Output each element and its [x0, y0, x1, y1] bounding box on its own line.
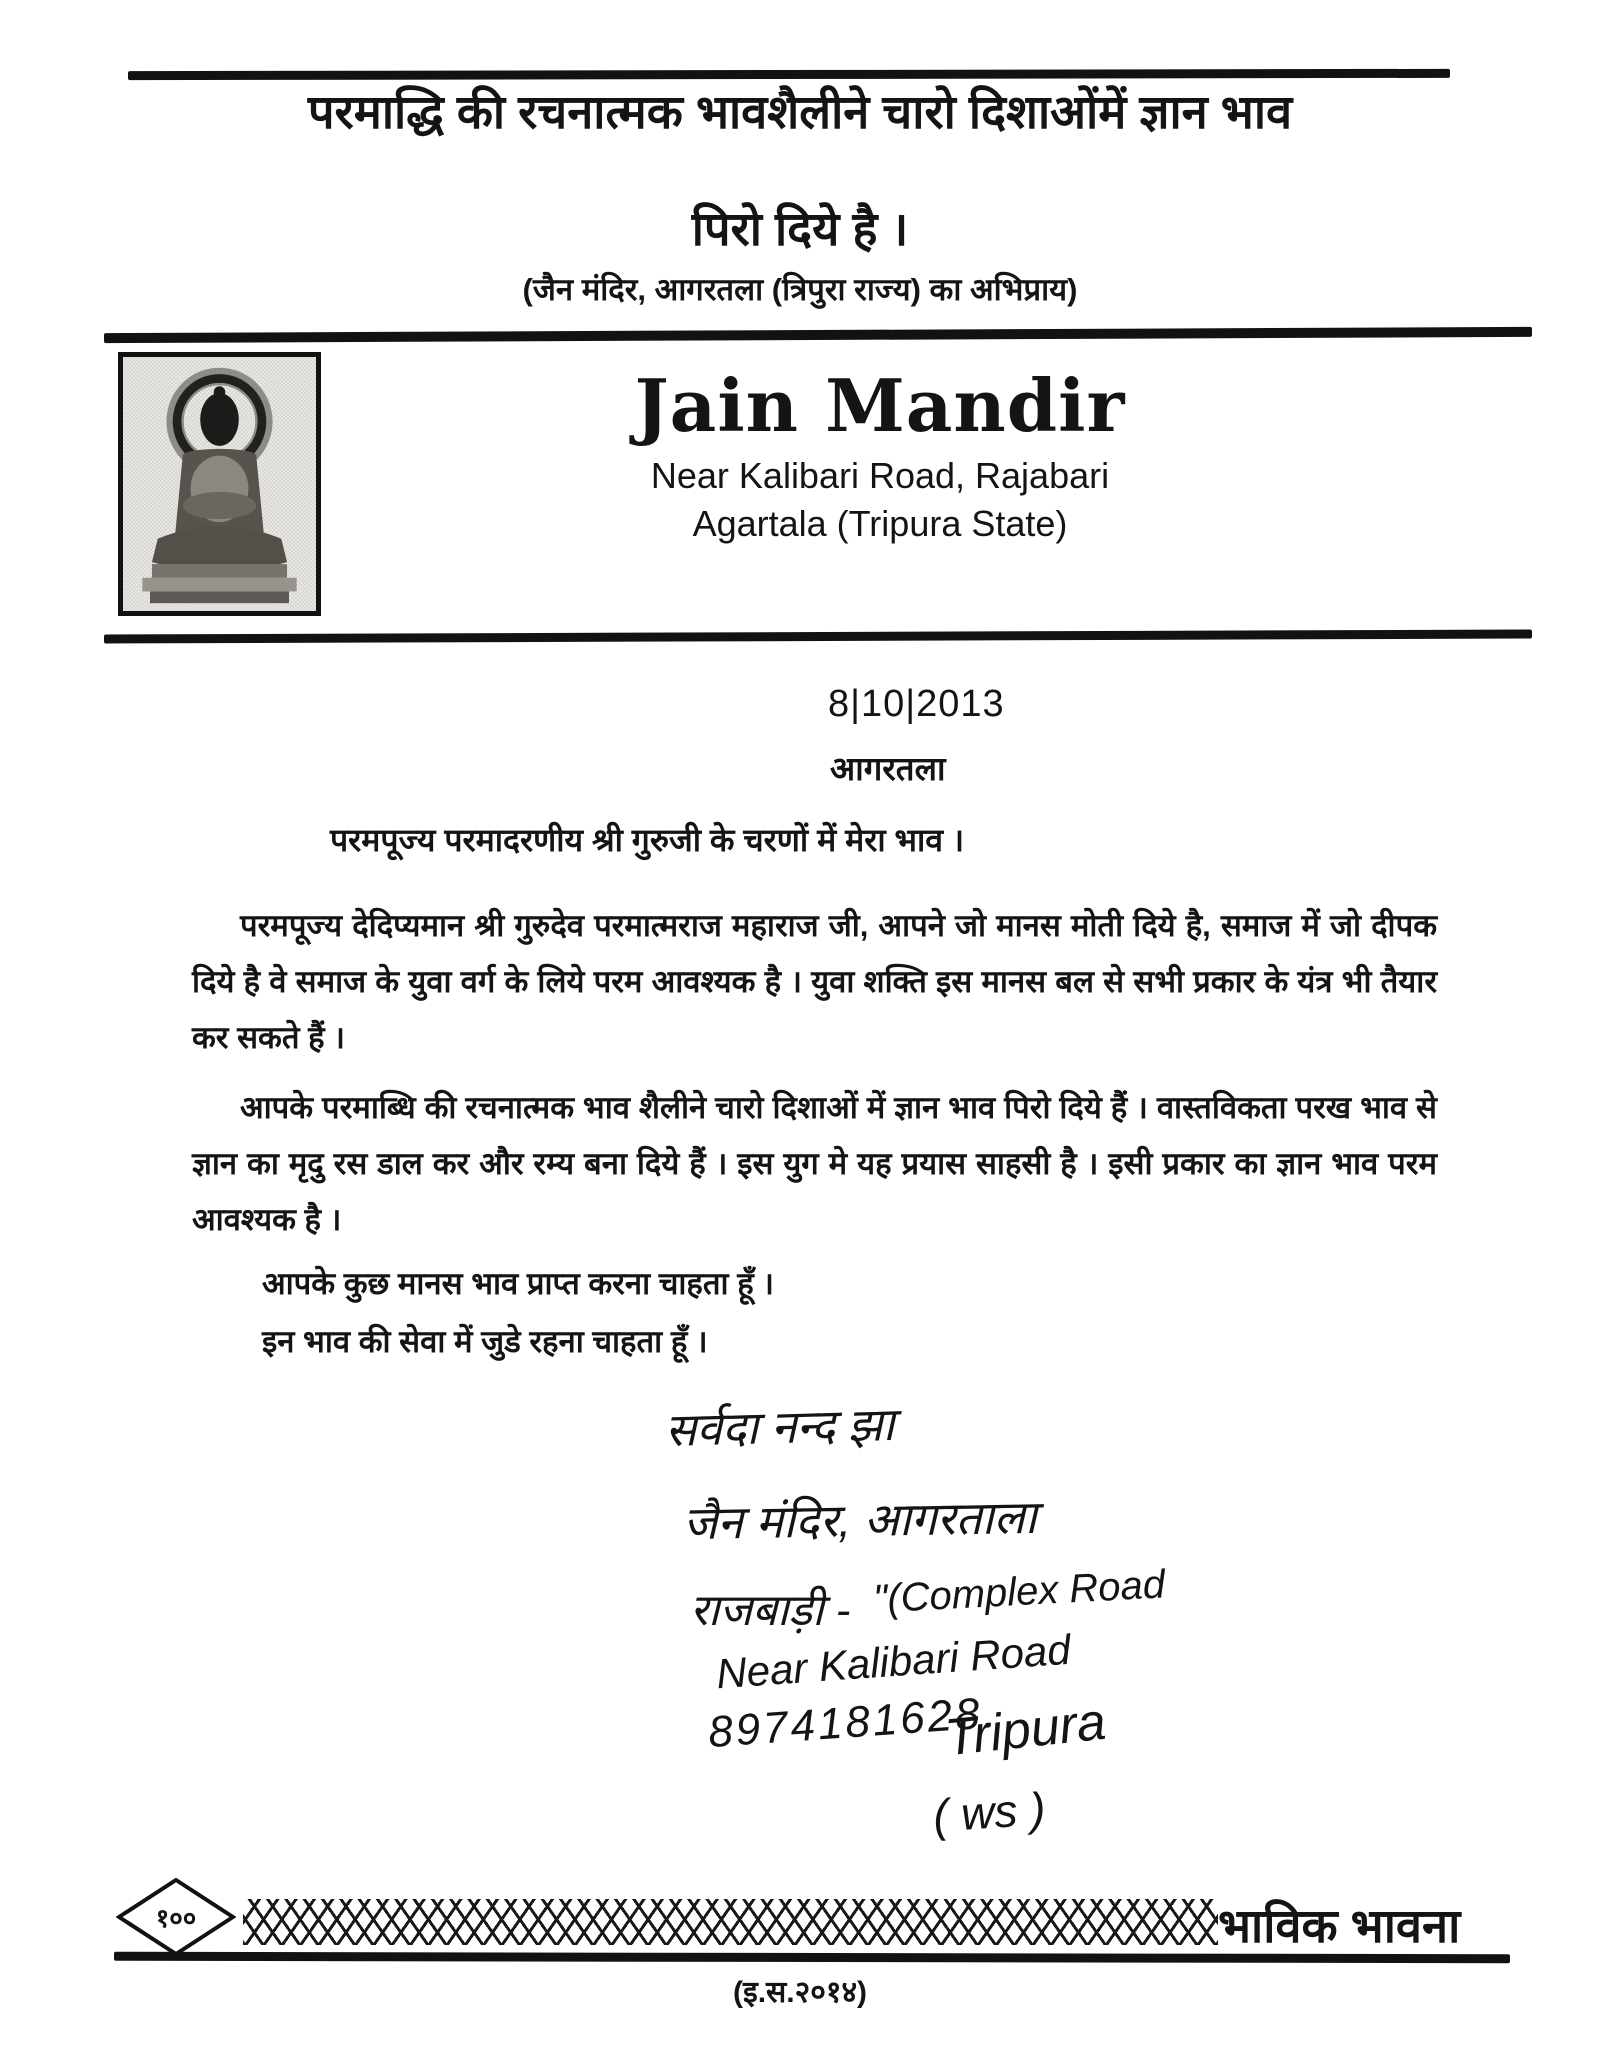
letterhead-text-block — [380, 363, 1380, 549]
headline-line2: पिरो दिये है । — [691, 202, 909, 255]
signature-scribble-mark: ( ws ) — [931, 1782, 1048, 1842]
body-paragraph-2: आपके परमाब्धि की रचनात्मक भाव शैलीने चारो दिशाओं में ज्ञान भाव पिरो दिये हैं । वास्तविकता परख भाव से ज्ञान का मृदु रस डाल कर और रम्य बना दिये हैं । इस युग मे यह प्रयास साहसी है । इसी प्रकार का ज्ञान भाव परम आवश्यक है । — [192, 1090, 1437, 1237]
letter-date: 8|10|2013 — [828, 683, 1005, 725]
signature-state-handwritten: Tripura — [942, 1692, 1109, 1768]
headline-subtitle: (जैन मंदिर, आगरतला (त्रिपुरा राज्य) का अभिप्राय) — [522, 272, 1078, 307]
letterhead-address-line2: Agartala (Tripura State) — [692, 503, 1068, 545]
signature-locality-handwritten: राजबाड़ी - — [690, 1586, 851, 1635]
page-number: १०० — [155, 1903, 197, 1933]
tirthankara-statue-image — [118, 352, 321, 616]
statue-illustration — [123, 357, 316, 611]
letterhead-top-rule — [104, 327, 1532, 343]
body-paragraph-1: परमपूज्य देदिप्यमान श्री गुरुदेव परमात्मराज महाराज जी, आपने जो मानस मोती दिये है, समाज में जो दीपक दिये है वे समाज के युवा वर्ग के लिये परम आवश्यक है । युवा शक्ति इस मानस बल से सभी प्रकार के यंत्र भी तैयार कर सकते हैं । — [192, 908, 1437, 1055]
signature-complex-road-handwritten: "(Complex Road — [872, 1562, 1167, 1622]
footer-year: (इ.स.२०१४) — [732, 1976, 868, 2009]
signature-phone-handwritten: 8974181628. — [706, 1687, 1000, 1758]
letterhead-title: Jain Mandir — [634, 363, 1126, 448]
letterhead-bottom-rule — [104, 630, 1532, 644]
signature-organization-handwritten: जैन मंदिर, आगरताला — [682, 1490, 1038, 1550]
signature-road-handwritten: Near Kalibari Road — [714, 1625, 1073, 1698]
letter-place: आगरतला — [830, 750, 946, 787]
salutation-line: परमपूज्य परमादरणीय श्री गुरुजी के चरणों में मेरा भाव । — [330, 822, 965, 858]
footer-label: भाविक भावना — [1218, 1899, 1461, 1952]
body-paragraph-4: इन भाव की सेवा में जुडे रहना चाहता हूँ । — [262, 1324, 708, 1359]
signature-name-handwritten: सर्वदा नन्द झा — [664, 1398, 896, 1456]
footer-rule — [114, 1952, 1510, 1963]
headline-line1: परमाद्धि की रचनात्मक भावशैलीने चारो दिशाओंमें ज्ञान भाव — [307, 85, 1293, 138]
diamond-chain-ornament — [243, 1899, 1218, 1945]
body-paragraph-3: आपके कुछ मानस भाव प्राप्त करना चाहता हूँ । — [262, 1266, 775, 1301]
top-rule — [128, 69, 1450, 80]
letterhead-address-line1: Near Kalibari Road, Rajabari — [650, 454, 1110, 496]
